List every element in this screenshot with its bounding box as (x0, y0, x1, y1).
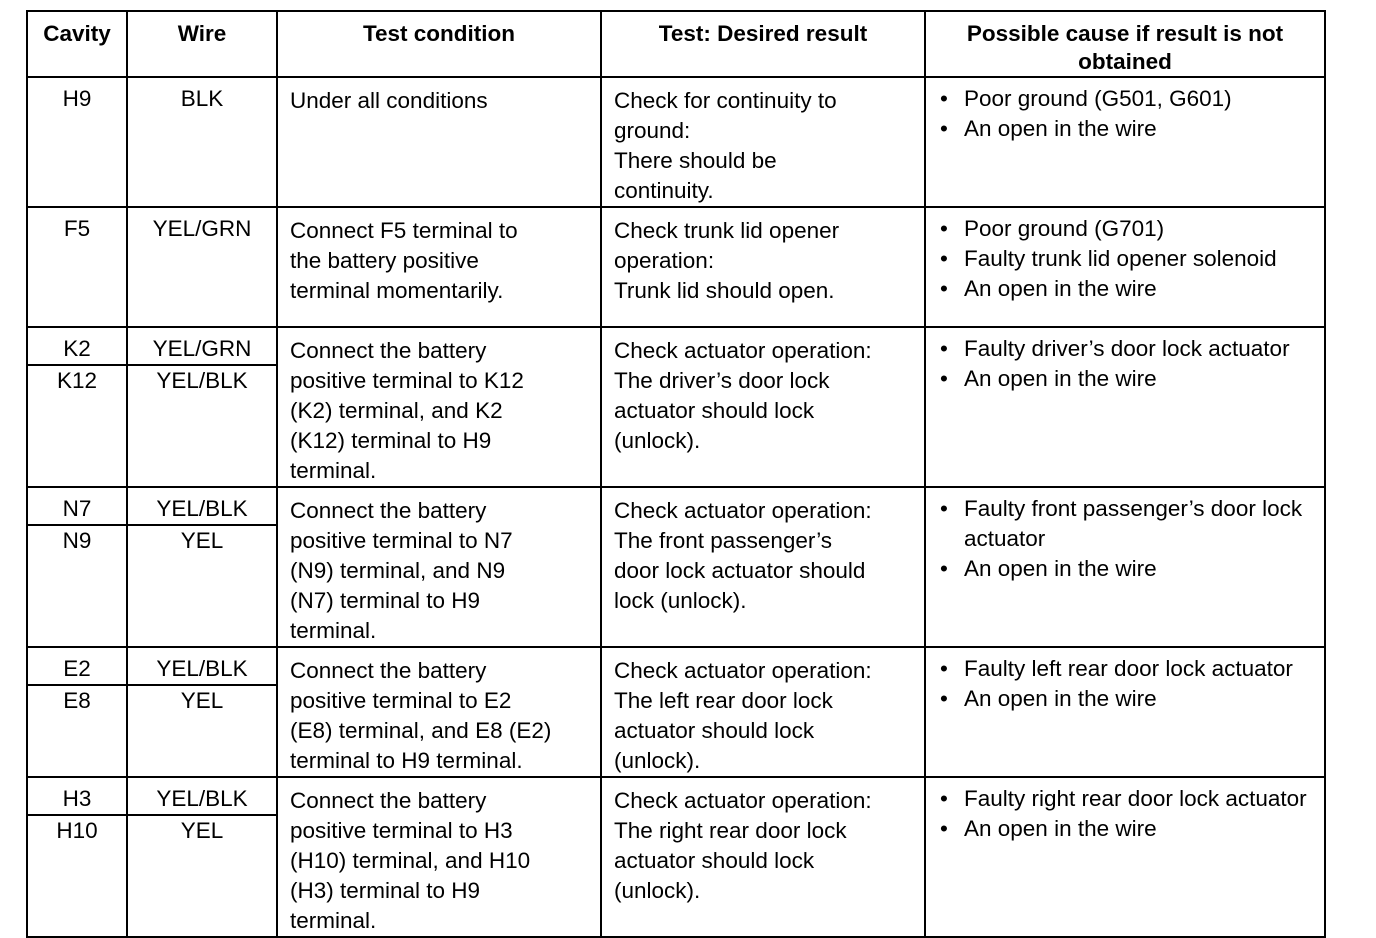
cause-item (938, 114, 1318, 144)
cause-item (938, 684, 1318, 714)
possible-cause-cell (925, 647, 1325, 777)
wire-value: YEL/BLK (156, 368, 248, 393)
table-row (27, 487, 1325, 647)
cavity-value: K12 (56, 368, 98, 393)
cavity-value: F5 (63, 216, 91, 241)
bullet-icon: • (940, 496, 948, 521)
bullet-icon: • (940, 116, 948, 141)
bullet-icon: • (940, 656, 948, 681)
test-condition-cell (277, 77, 601, 207)
table-row (27, 777, 1325, 937)
possible-cause-cell (925, 327, 1325, 487)
bullet-icon: • (940, 556, 948, 581)
header-cavity: Cavity (27, 11, 127, 77)
wire-value: YEL (180, 818, 224, 843)
cavity-cell (27, 487, 127, 647)
cause-item (938, 654, 1318, 684)
cause-item (938, 334, 1318, 364)
cause-item (938, 494, 1318, 554)
header-test-condition: Test condition (277, 11, 601, 77)
cavity-value: E8 (63, 688, 91, 713)
header-row (27, 11, 1325, 77)
cause-text: An open in the wire (964, 276, 1157, 301)
desired-result-cell (601, 327, 925, 487)
desired-result-text: Check actuator operation: The right rear door lock actuator should lock (unlock). (614, 788, 872, 903)
test-condition-cell (277, 777, 601, 937)
wire-value: YEL/BLK (128, 654, 276, 686)
test-condition-cell (277, 207, 601, 327)
cause-item (938, 784, 1318, 814)
cause-text: Poor ground (G701) (964, 216, 1165, 241)
wire-cell (127, 77, 277, 207)
cause-text: An open in the wire (964, 816, 1157, 841)
cavity-value: H9 (62, 86, 92, 111)
bullet-icon: • (940, 246, 948, 271)
cause-item (938, 244, 1318, 274)
cause-list (926, 78, 1324, 144)
cause-text: An open in the wire (964, 556, 1157, 581)
desired-result-cell (601, 647, 925, 777)
cause-text: Faulty left rear door lock actuator (964, 656, 1293, 681)
cavity-cell (27, 77, 127, 207)
wire-cell (127, 647, 277, 777)
bullet-icon: • (940, 366, 948, 391)
cause-text: An open in the wire (964, 366, 1157, 391)
desired-result-text: Check actuator operation: The driver’s door lock actuator should lock (unlock). (614, 338, 872, 453)
desired-result-text: Check trunk lid opener operation: Trunk lid should open. (614, 218, 840, 303)
cause-item (938, 364, 1318, 394)
wire-value: YEL/GRN (128, 334, 276, 366)
wire-cell (127, 777, 277, 937)
cause-list (926, 328, 1324, 394)
wire-cell (127, 487, 277, 647)
bullet-icon: • (940, 276, 948, 301)
wire-value: BLK (180, 86, 224, 111)
table-row (27, 647, 1325, 777)
cavity-value: K2 (28, 334, 126, 366)
cause-list (926, 208, 1324, 304)
bullet-icon: • (940, 86, 948, 111)
cause-item (938, 84, 1318, 114)
wire-value: YEL (180, 688, 224, 713)
cause-text: Faulty front passenger’s door lock actuator (964, 496, 1303, 551)
cause-item (938, 554, 1318, 584)
wiring-test-table (26, 10, 1326, 938)
cause-text: Faulty right rear door lock actuator (964, 786, 1307, 811)
cause-list (926, 648, 1324, 714)
bullet-icon: • (940, 786, 948, 811)
cause-list (926, 488, 1324, 584)
cavity-value: H10 (56, 818, 98, 843)
possible-cause-cell (925, 77, 1325, 207)
desired-result-text: Check for continuity to ground: There should be continuity. (614, 88, 837, 203)
desired-result-text: Check actuator operation: The front passenger’s door lock actuator should lock (unlock). (614, 498, 872, 613)
cause-text: Poor ground (G501, G601) (964, 86, 1232, 111)
cavity-cell (27, 777, 127, 937)
table-body (27, 77, 1325, 937)
bullet-icon: • (940, 686, 948, 711)
possible-cause-cell (925, 777, 1325, 937)
table-row (27, 207, 1325, 327)
bullet-icon: • (940, 816, 948, 841)
possible-cause-cell (925, 207, 1325, 327)
wire-value: YEL/BLK (128, 784, 276, 816)
test-condition-cell (277, 487, 601, 647)
desired-result-text: Check actuator operation: The left rear door lock actuator should lock (unlock). (614, 658, 872, 773)
desired-result-cell (601, 207, 925, 327)
possible-cause-cell (925, 487, 1325, 647)
cause-item (938, 814, 1318, 844)
test-condition-cell (277, 647, 601, 777)
test-condition-text: Connect the battery positive terminal to N7 (N9) terminal, and N9 (N7) terminal to H9 terminal. (290, 498, 513, 643)
wire-value: YEL (180, 528, 224, 553)
test-condition-text: Connect the battery positive terminal to E2 (E8) terminal, and E8 (E2) terminal to H9 terminal. (290, 658, 552, 773)
cause-text: An open in the wire (964, 686, 1157, 711)
desired-result-cell (601, 487, 925, 647)
cause-item (938, 214, 1318, 244)
bullet-icon: • (940, 336, 948, 361)
desired-result-cell (601, 777, 925, 937)
cause-list (926, 778, 1324, 844)
test-condition-cell (277, 327, 601, 487)
wire-cell (127, 327, 277, 487)
wire-value: YEL/GRN (152, 216, 252, 241)
cavity-value: E2 (28, 654, 126, 686)
test-condition-text: Connect the battery positive terminal to K12 (K2) terminal, and K2 (K12) terminal to H9 terminal. (290, 338, 524, 483)
cavity-value: H3 (28, 784, 126, 816)
header-wire: Wire (127, 11, 277, 77)
bullet-icon: • (940, 216, 948, 241)
cause-text: An open in the wire (964, 116, 1157, 141)
cavity-cell (27, 327, 127, 487)
wire-cell (127, 207, 277, 327)
header-possible-cause: Possible cause if result is not obtained (925, 11, 1325, 77)
cause-text: Faulty trunk lid opener solenoid (964, 246, 1277, 271)
test-condition-text: Connect the battery positive terminal to H3 (H10) terminal, and H10 (H3) terminal to H9 terminal. (290, 788, 531, 933)
cavity-cell (27, 207, 127, 327)
cavity-cell (27, 647, 127, 777)
cavity-value: N9 (62, 528, 92, 553)
table-row (27, 327, 1325, 487)
cavity-value: N7 (28, 494, 126, 526)
test-condition-text: Connect F5 terminal to the battery positive terminal momentarily. (290, 218, 518, 303)
desired-result-cell (601, 77, 925, 207)
cause-item (938, 274, 1318, 304)
cause-text: Faulty driver’s door lock actuator (964, 336, 1290, 361)
table-row (27, 77, 1325, 207)
test-condition-text: Under all conditions (290, 88, 488, 113)
wire-value: YEL/BLK (128, 494, 276, 526)
header-desired-result: Test: Desired result (601, 11, 925, 77)
